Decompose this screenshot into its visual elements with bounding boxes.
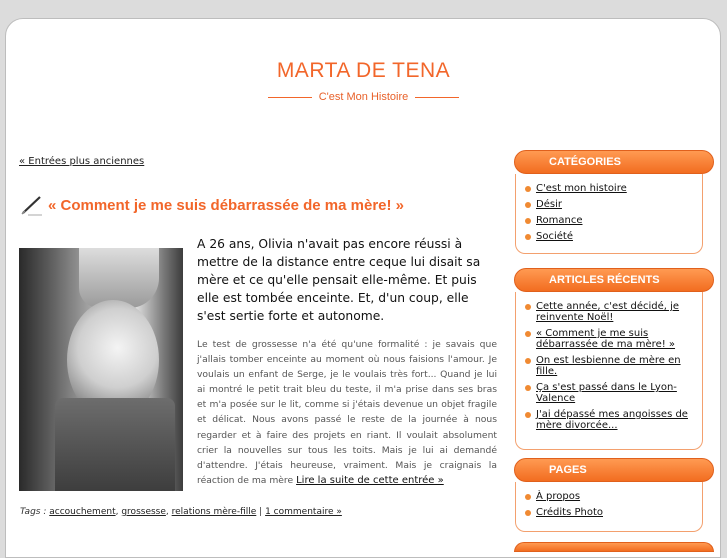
site-tagline — [0, 91, 727, 103]
recent-post-item[interactable]: « Comment je me suis débarrassée de ma mère! » — [524, 328, 696, 350]
widget-box — [515, 482, 703, 532]
older-entries-link[interactable]: « Entrées plus anciennes — [19, 156, 145, 167]
category-item[interactable]: C'est mon histoire — [524, 183, 696, 194]
category-item[interactable]: Romance — [524, 215, 696, 226]
recent-post-item[interactable]: Ça s'est passé dans le Lyon-Valence — [524, 382, 696, 404]
post-photo — [19, 248, 183, 491]
site-title[interactable]: MARTA DE TENA — [276, 59, 451, 82]
tagline-rule-left — [268, 97, 312, 98]
widget-box — [515, 174, 703, 254]
recent-post-item[interactable]: On est lesbienne de mère en fille. — [524, 355, 696, 377]
post-body-text: Le test de grossesse n'a été qu'une formalité : je savais que j'allais tomber enceinte au moment où nous faisions l'amour. Je voulais un enfant de Serge, je le voulais très fort... Quand je lui ai montré le petit trait bleu du teste, il m'a prise dans ses bras et m'a posée sur le lit, comme si j'étais devenue un objet fragile et délicat. Nous avons passé le reste de la journée à nous regarder et à faire des projets en riant. Il voulait absolument crier la nouvelles sur tous les toits. Mais je lui ai demandé d'attendre. J'étais heureuse, vraiment. Mais je craignais la réaction de ma mère — [197, 339, 497, 486]
tag-link[interactable]: accouchement — [49, 507, 116, 517]
recent-list — [524, 301, 696, 431]
tag-link[interactable]: relations mère-fille — [171, 507, 257, 517]
post-body — [197, 337, 497, 488]
category-item[interactable]: Société — [524, 231, 696, 242]
post-title[interactable] — [20, 194, 404, 216]
tags-label: Tags : — [20, 507, 47, 517]
tags-separator: | — [259, 507, 263, 517]
widget-categories — [514, 150, 714, 261]
pages-list — [524, 491, 696, 518]
widget-next — [514, 542, 714, 552]
recent-post-item[interactable]: J'ai dépassé mes angoisses de mère divorcée... — [524, 409, 696, 431]
widget-title-pages: PAGES — [514, 458, 714, 482]
widget-box — [515, 292, 703, 450]
comments-link[interactable]: 1 commentaire » — [265, 507, 342, 517]
recent-post-item[interactable]: Cette année, c'est décidé, je reinvente Noël! — [524, 301, 696, 323]
widget-title-categories: CATÉGORIES — [514, 150, 714, 174]
post-tags: Tags : accouchement, grossesse, relations mère-fille | 1 commentaire » — [20, 507, 342, 517]
widget-pages — [514, 458, 714, 539]
widget-title-recent: ARTICLES RÉCENTS — [514, 268, 714, 292]
read-more-link[interactable]: Lire la suite de cette entrée » — [296, 474, 444, 486]
page-item[interactable]: Crédits Photo — [524, 507, 696, 518]
widget-recent — [514, 268, 714, 457]
page-item[interactable]: À propos — [524, 491, 696, 502]
tagline-rule-right — [415, 97, 459, 98]
post-lead: A 26 ans, Olivia n'avait pas encore réussi à mettre de la distance entre ceque lui disait sa mère et ce qu'elle pensait elle-même. Et puis elle est tombée enceinte. Et, d'un coup, elle s'est sertie forte et autonome. — [197, 237, 481, 323]
categories-list — [524, 183, 696, 242]
post-title-text[interactable]: « Comment je me suis débarrassée de ma mère! » — [48, 196, 405, 214]
tagline-text: C'est Mon Histoire — [318, 91, 409, 103]
widget-title-next — [514, 542, 714, 552]
category-item[interactable]: Désir — [524, 199, 696, 210]
tag-link[interactable]: grossesse — [121, 507, 166, 517]
pen-icon — [20, 194, 44, 216]
